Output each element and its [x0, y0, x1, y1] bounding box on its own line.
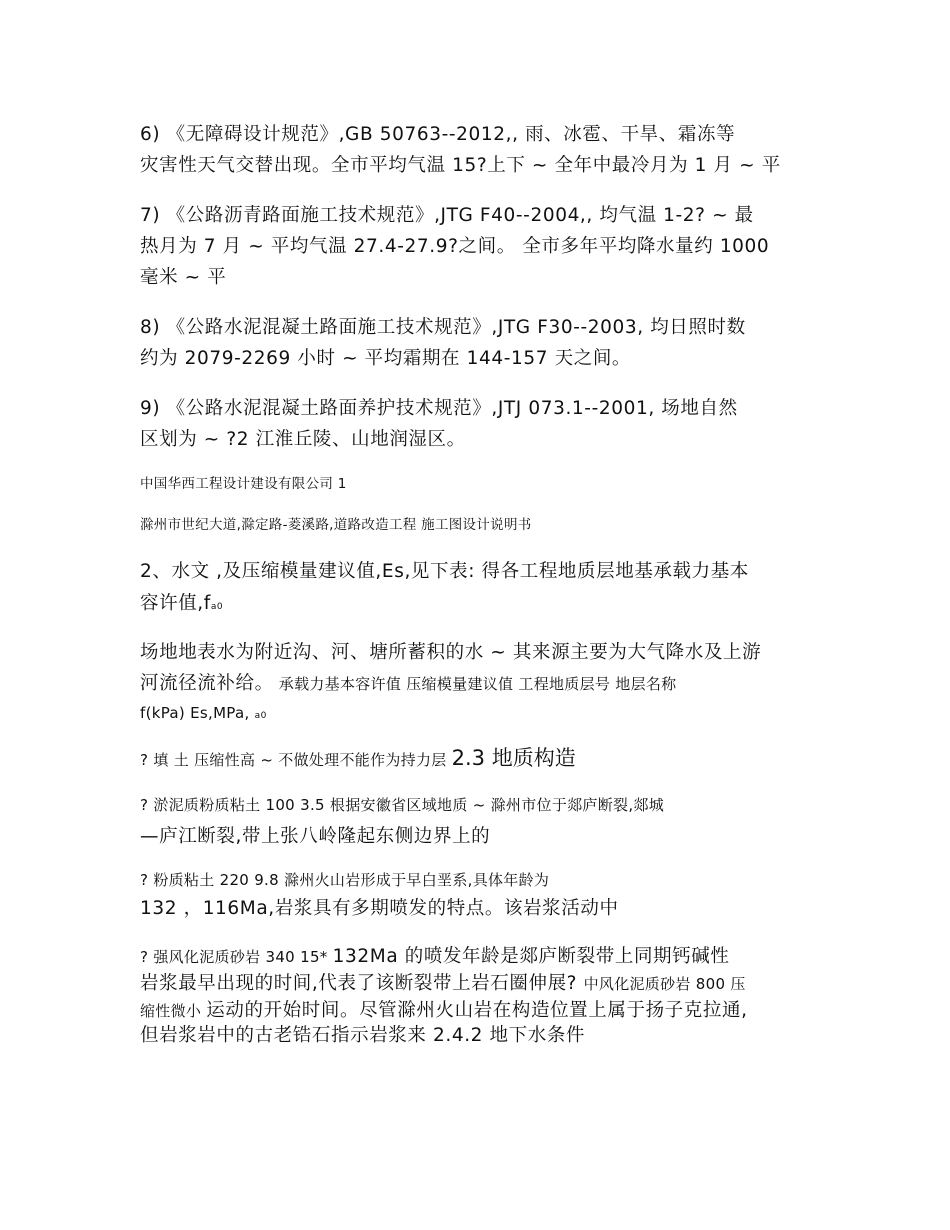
- clay-row-line-2: 132 ，116Ma,岩浆具有多期喷发的特点。该岩浆活动中: [140, 898, 619, 919]
- subscript-a0-2: a0: [254, 711, 267, 721]
- silt-row-line-2: —庐江断裂,带上张八岭隆起东侧边界上的: [140, 826, 491, 847]
- paragraph-9-line-2: 区划为 ~ ?2 江淮丘陵、山地润湿区。: [140, 429, 466, 450]
- section-2-line-1: 2、水文 ,及压缩模量建议值,Es,见下表: 得各工程地质层地基承载力基本: [140, 561, 749, 582]
- section-2-line-2-text: 容许值,f: [140, 593, 211, 614]
- surface-water-line-2: [140, 669, 676, 695]
- paragraph-7-line-1: 7) 《公路沥青路面施工技术规范》,JTG F40--2004,, 均气温 1-2? ~ 最: [140, 205, 754, 226]
- paragraph-6-line-2: 灾害性天气交替出现。全市平均气温 15?上下 ~ 全年中最冷月为 1 月 ~ 平: [140, 155, 781, 176]
- page-header: 滁州市世纪大道,滁定路-菱溪路,道路改造工程 施工图设计说明书: [140, 517, 532, 533]
- paragraph-7-line-3: 毫米 ~ 平: [140, 267, 227, 288]
- table-header-units: [140, 704, 267, 722]
- weathered-row-line-3: [140, 996, 748, 1022]
- surface-water-line-1: 场地地表水为附近沟、河、塘所蓄积的水 ~ 其来源主要为大气降水及上游: [140, 642, 762, 663]
- compressibility-text: 缩性微小: [140, 1002, 207, 1020]
- section-2-line-2: [140, 589, 223, 615]
- table-header-columns: 承载力基本容许值 压缩模量建议值 工程地质层号 地层名称: [273, 675, 677, 693]
- tectonic-text: 运动的开始时间。尽管滁州火山岩在构造位置上属于扬子克拉通,: [206, 1000, 748, 1021]
- paragraph-9-line-1: 9) 《公路水泥混凝土路面养护技术规范》,JTJ 073.1--2001, 场地自然: [140, 398, 738, 419]
- section-2-3-heading: 2.3 地质构造: [451, 746, 576, 770]
- fill-row: [140, 742, 576, 772]
- paragraph-8-line-1: 8) 《公路水泥混凝土路面施工技术规范》,JTG F30--2003, 均日照时数: [140, 317, 746, 338]
- paragraph-7-line-2: 热月为 7 月 ~ 平均气温 27.4-27.9?之间。 全市多年平均降水量约 1000: [140, 236, 770, 257]
- moderately-weathered-row-text: 中风化泥质砂岩 800 压: [583, 975, 746, 993]
- surface-water-text: 河流径流补给。: [140, 673, 274, 694]
- subscript-a0: a0: [210, 602, 224, 612]
- fill-row-text: ? 填 土 压缩性高 ~ 不做处理不能作为持力层: [140, 751, 452, 769]
- paragraph-6-line-1: 6) 《无障碍设计规范》,GB 50763--2012,, 雨、冰雹、干旱、霜冻等: [140, 124, 736, 145]
- weathered-row-line-2: [140, 969, 746, 995]
- weathered-row-line-1: [140, 942, 729, 968]
- weathered-row-line-4: 但岩浆岩中的古老锆石指示岩浆来 2.4.2 地下水条件: [140, 1025, 586, 1046]
- silt-row-line-1: ? 淤泥质粉质粘土 100 3.5 根据安徽省区域地质 ~ 滁州市位于郯庐断裂,郯城: [140, 796, 664, 814]
- weathered-row-text: ? 强风化泥质砂岩 340 15*: [140, 948, 333, 966]
- paragraph-8-line-2: 约为 2079-2269 小时 ~ 平均霜期在 144-157 天之间。: [140, 348, 632, 369]
- table-units-text: f(kPa) Es,MPa,: [140, 704, 255, 722]
- crust-extension-text: 岩浆最早出现的时间,代表了该断裂带上岩石圈伸展?: [140, 973, 584, 994]
- clay-row-line-1: ? 粉质粘土 220 9.8 滁州火山岩形成于早白垩系,具体年龄为: [140, 871, 550, 889]
- page-footer: 中国华西工程设计建设有限公司 1: [140, 476, 347, 492]
- eruption-age-text: 132Ma 的喷发年龄是郯庐断裂带上同期钙碱性: [332, 946, 730, 967]
